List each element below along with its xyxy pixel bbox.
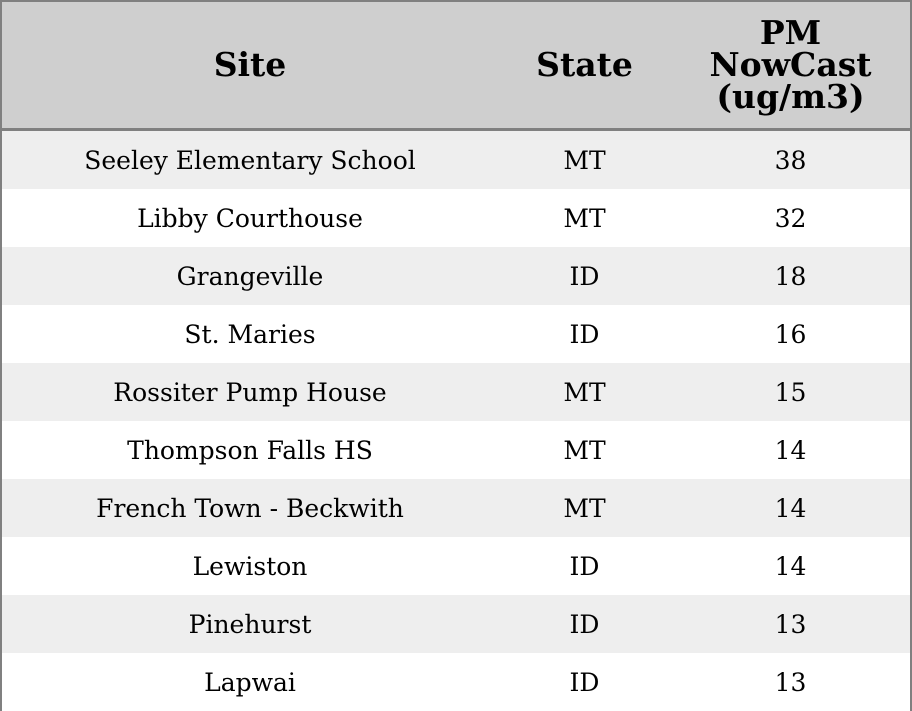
table-header: [2, 2, 910, 130]
site-cell: Lewiston: [2, 537, 498, 595]
site-cell: Grangeville: [2, 247, 498, 305]
table-row: [2, 363, 910, 421]
pm-value-cell: 14: [671, 479, 910, 537]
table-row: [2, 421, 910, 479]
state-cell: ID: [498, 247, 671, 305]
state-cell: MT: [498, 479, 671, 537]
table-row: [2, 595, 910, 653]
pm-value-cell: 38: [671, 130, 910, 190]
site-cell: St. Maries: [2, 305, 498, 363]
table-row: [2, 653, 910, 711]
pm-value-cell: 14: [671, 537, 910, 595]
site-cell: Rossiter Pump House: [2, 363, 498, 421]
site-cell: Libby Courthouse: [2, 189, 498, 247]
table-row: [2, 479, 910, 537]
pm-value-cell: 15: [671, 363, 910, 421]
table-row: [2, 537, 910, 595]
state-cell: ID: [498, 595, 671, 653]
site-cell: Pinehurst: [2, 595, 498, 653]
data-table: [2, 2, 910, 711]
site-cell: Thompson Falls HS: [2, 421, 498, 479]
table-row: [2, 130, 910, 190]
site-cell: Lapwai: [2, 653, 498, 711]
state-cell: MT: [498, 130, 671, 190]
table-body: [2, 130, 910, 711]
column-header-site: Site: [2, 2, 498, 130]
column-header-state: State: [498, 2, 671, 130]
pm-value-cell: 18: [671, 247, 910, 305]
table-row: [2, 305, 910, 363]
site-cell: Seeley Elementary School: [2, 130, 498, 190]
pm-value-cell: 13: [671, 653, 910, 711]
state-cell: MT: [498, 189, 671, 247]
pm-value-cell: 32: [671, 189, 910, 247]
state-cell: MT: [498, 363, 671, 421]
state-cell: MT: [498, 421, 671, 479]
table-row: [2, 189, 910, 247]
site-cell: French Town - Beckwith: [2, 479, 498, 537]
state-cell: ID: [498, 305, 671, 363]
state-cell: ID: [498, 537, 671, 595]
table-row: [2, 247, 910, 305]
pm-value-cell: 14: [671, 421, 910, 479]
header-row: [2, 2, 910, 130]
pm-value-cell: 16: [671, 305, 910, 363]
state-cell: ID: [498, 653, 671, 711]
pm-value-cell: 13: [671, 595, 910, 653]
column-header-pm-nowcast: PM NowCast (ug/m3): [671, 2, 910, 130]
